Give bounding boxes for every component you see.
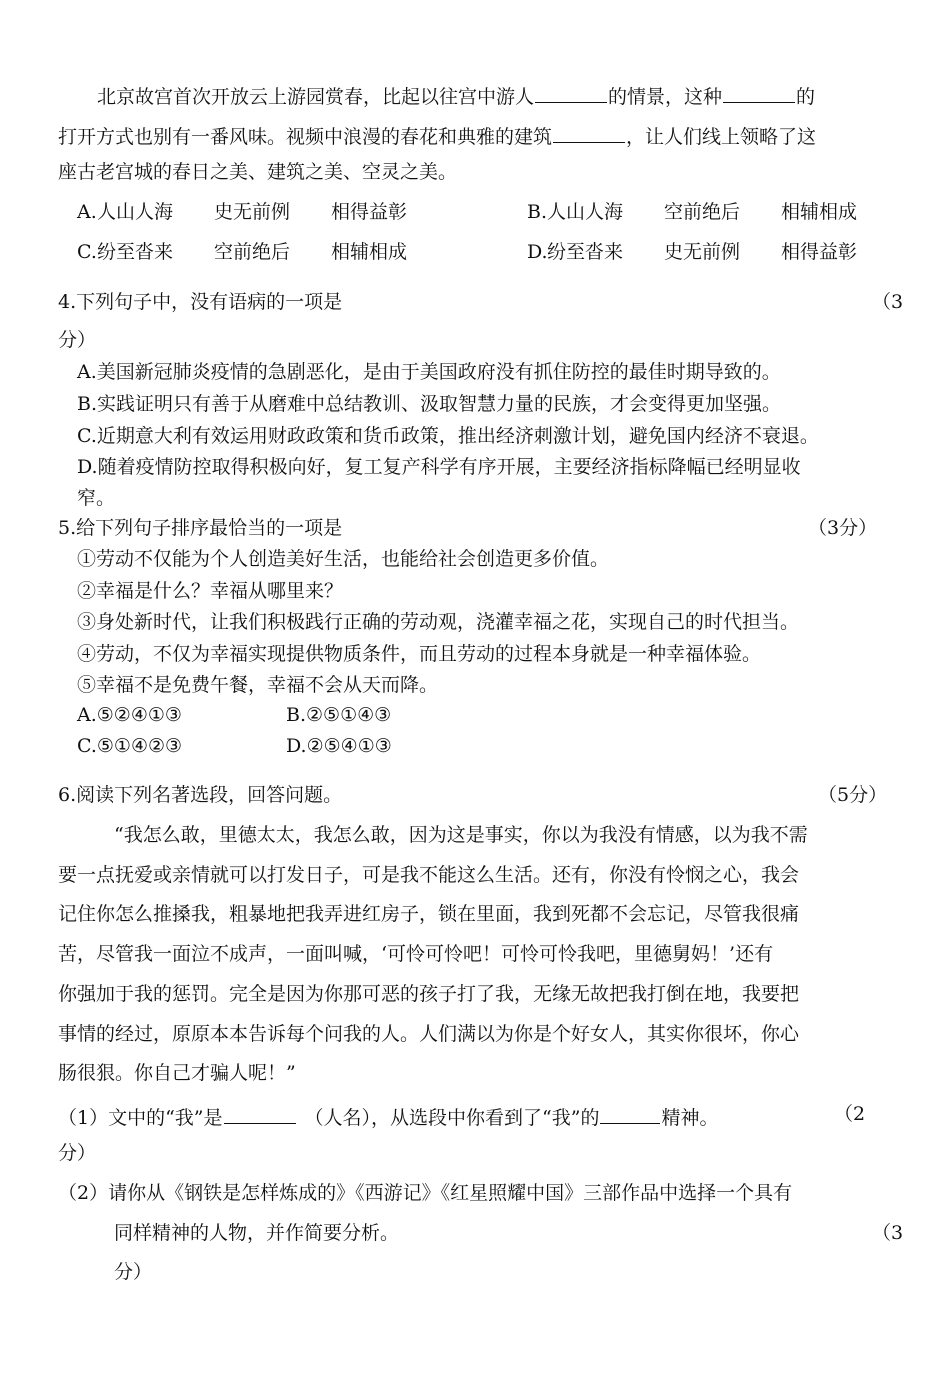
q4-option-d[interactable]: D.随着疫情防控取得积极向好，复工复产科学有序开展，主要经济指标降幅已经明显收 [77, 456, 801, 478]
q3-option-a[interactable] [77, 203, 407, 222]
q5-sentence: ②幸福是什么？幸福从哪里来？ [77, 580, 344, 602]
q6-score: （5分） [818, 784, 888, 806]
name-blank[interactable] [224, 1105, 296, 1124]
q4-option-d-cont: 窄。 [77, 487, 116, 509]
q4-score: （3 [872, 291, 904, 313]
option-word: 相辅相成 [331, 241, 408, 263]
q6-passage-line: 事情的经过，原原本本告诉每个问我的人。人们满以为你是个好女人，其实你很坏，你心 [58, 1023, 800, 1045]
option-word: 空前绝后 [214, 241, 291, 263]
q3-option-b[interactable] [527, 203, 857, 222]
sub1-text: （1）文中的“我”是 [58, 1107, 223, 1129]
q5-option-b[interactable]: B.②⑤①④③ [286, 704, 392, 726]
q5-sentence: ④劳动，不仅为幸福实现提供物质条件，而且劳动的过程本身就是一种幸福体验。 [77, 643, 762, 665]
q6-passage-line: 要一点抚爱或亲情就可以打发日子，可是我不能这么生活。还有，你没有怜悯之心，我会 [58, 864, 800, 886]
q6-passage-line: 苦，尽管我一面泣不成声，一面叫喊，‘可怜可怜吧！可怜可怜我吧，里德舅妈！’还有 [58, 943, 774, 965]
q6-sub2-score-cont: 分） [114, 1261, 153, 1283]
q6-sub1-score-cont: 分） [58, 1142, 97, 1164]
option-label: B. [527, 201, 548, 223]
sub1-text: 精神。 [661, 1107, 719, 1129]
sub1-text: （人名），从选段中你看到了“我”的 [304, 1107, 600, 1129]
q3-text: 北京故宫首次开放云上游园赏春，比起以往宫中游人 [97, 86, 535, 108]
q3-text: 的 [796, 86, 816, 108]
option-word: 纷至沓来 [97, 241, 174, 263]
q5-sentence: ⑤幸福不是免费午餐，幸福不会从天而降。 [77, 674, 439, 696]
option-word: 史无前例 [664, 241, 741, 263]
option-word: 空前绝后 [664, 201, 741, 223]
fill-blank[interactable] [535, 84, 607, 103]
option-label: D. [527, 241, 548, 263]
q4-stem: 4.下列句子中，没有语病的一项是 [58, 291, 343, 313]
q6-sub1 [58, 1105, 718, 1128]
q6-sub2-score: （3 [872, 1222, 904, 1244]
q3-text: 打开方式也别有一番风味。视频中浪漫的春花和典雅的建筑 [58, 126, 553, 148]
q3-text: ，让人们线上领略了这 [626, 126, 817, 148]
q5-stem: 5.给下列句子排序最恰当的一项是 [58, 517, 343, 539]
q6-passage-line: 肠很狠。你自己才骗人呢！” [58, 1062, 296, 1084]
option-word: 相辅相成 [781, 201, 858, 223]
option-word: 史无前例 [214, 201, 291, 223]
option-word: 纷至沓来 [547, 241, 624, 263]
option-label: A. [77, 201, 97, 223]
fill-blank[interactable] [553, 124, 625, 143]
q5-option-a[interactable]: A.⑤②④①③ [77, 704, 182, 726]
q3-line-3: 座古老宫城的春日之美、建筑之美、空灵之美。 [58, 161, 458, 183]
q4-option-c[interactable]: C.近期意大利有效运用财政政策和货币政策，推出经济刺激计划，避免国内经济不衰退。 [77, 425, 819, 447]
q6-passage-line: 记住你怎么推搡我，粗暴地把我弄进红房子，锁在里面，我到死都不会忘记，尽管我很痛 [58, 903, 800, 925]
q3-line-2 [58, 124, 816, 147]
q5-sentence: ③身处新时代，让我们积极践行正确的劳动观，浇灌幸福之花，实现自己的时代担当。 [77, 611, 800, 633]
q3-line-1 [97, 84, 815, 107]
q4-score-cont: 分） [58, 329, 97, 351]
q4-option-a[interactable]: A.美国新冠肺炎疫情的急剧恶化，是由于美国政府没有抓住防控的最佳时期导致的。 [77, 361, 781, 383]
spirit-blank[interactable] [600, 1105, 660, 1124]
q6-sub1-score: （2 [834, 1103, 866, 1125]
q3-text: 的情景，这种 [608, 86, 723, 108]
q6-passage-line: 你强加于我的惩罚。完全是因为你那可恶的孩子打了我，无缘无故把我打倒在地，我要把 [58, 983, 800, 1005]
option-word: 相得益彰 [331, 201, 408, 223]
q6-sub2-line-2: 同样精神的人物，并作简要分析。 [114, 1222, 400, 1244]
option-word: 相得益彰 [781, 241, 858, 263]
fill-blank[interactable] [723, 84, 795, 103]
q5-score: （3分） [808, 517, 878, 539]
q3-option-c[interactable] [77, 243, 407, 262]
option-label: C. [77, 241, 97, 263]
q5-option-c[interactable]: C.⑤①④②③ [77, 735, 183, 757]
q3-option-d[interactable] [527, 243, 857, 262]
q4-option-b[interactable]: B.实践证明只有善于从磨难中总结教训、汲取智慧力量的民族，才会变得更加坚强。 [77, 393, 782, 415]
q6-sub2-line-1: （2）请你从《钢铁是怎样炼成的》《西游记》《红星照耀中国》三部作品中选择一个具有 [58, 1182, 793, 1204]
option-word: 人山人海 [97, 201, 174, 223]
q6-passage-line: “我怎么敢，里德太太，我怎么敢，因为这是事实，你以为我没有情感，以为我不需 [114, 824, 808, 846]
option-word: 人山人海 [547, 201, 624, 223]
q5-option-d[interactable]: D.②⑤④①③ [286, 735, 392, 757]
q5-sentence: ①劳动不仅能为个人创造美好生活，也能给社会创造更多价值。 [77, 548, 610, 570]
q6-stem: 6.阅读下列名著选段，回答问题。 [58, 784, 343, 806]
